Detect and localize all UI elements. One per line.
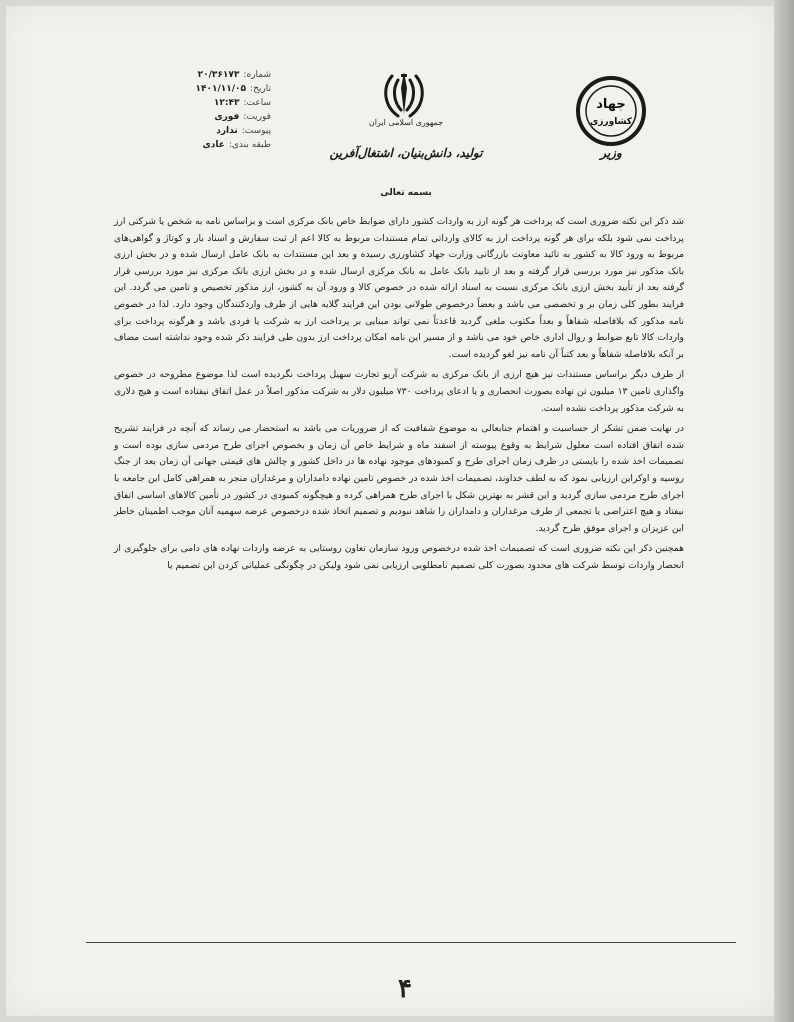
letter-time-row — [141, 96, 271, 110]
bismillah-heading: بسمه تعالی — [380, 188, 432, 198]
year-slogan: تولید، دانش‌بنیان، اشتغال‌آفرین — [329, 146, 483, 160]
logo-bottom-text: کشاورزی — [590, 117, 632, 127]
letter-attachment-label: پیوست: — [241, 126, 271, 136]
footer-divider — [86, 942, 736, 943]
body-paragraph-3: در نهایت ضمن تشکر از حساسیت و اهتمام جنابعالی به موضوع شفافیت که از ضروریات می باشد به استحضار می رساند که آنچه در فرایند تشریح شده اتفاق افتاده است معلول شرایط به وقوع پیوسته از اسفند ماه و شرایط خاص آن زمان و بخصوص اجرای طرح مردمی سازی بوده است و تصمیمات اخذ شده را بایستی در ظرف زمان اجرای طرح و کمبودهای موجود نهاده ها در داخل کشور و چالش های قیمتی جهانی آن زمان بعد از جنگ روسیه و اوکراین ارزیابی نمود که به لطف خداوند، تصمیمات اخذ شده در خصوص تامین نهاده دامداران و مرغداران منجر به همراهی کامل این جامعه با اجرای طرح مردمی سازی گردید و این قشر به بهترین شکل با اجرای طرح همراهی کرده و هیچگونه کمبودی در کشور در تأمین کالاهای اساسی اتفاق نیفتاد و هیچ اعتراضی یا تجمعی از طرف مرغداران و دامداران را شاهد نبودیم و تصمیم اتخاذ شده درخصوص عرضه سهمیه آنان موجب اطمینان خاطر این عزیزان و اجرای موفق طرح گردید. — [114, 423, 684, 534]
minister-title: وزیر — [600, 146, 622, 160]
page-number: ۴ — [398, 974, 412, 1004]
republic-caption: جمهوری اسلامی ایران — [368, 118, 444, 127]
letter-date-value: ۱۴۰۱/۱۱/۰۵ — [195, 84, 247, 94]
jahad-keshavarzi-logo-icon — [574, 74, 648, 148]
letter-classification-value: عادی — [202, 140, 225, 150]
letter-body — [114, 214, 684, 578]
letter-time-value: ۱۲:۴۳ — [213, 98, 240, 108]
scan-edge-shadow — [774, 0, 794, 1022]
letter-priority-row — [141, 110, 271, 124]
letter-classification-row — [141, 138, 271, 152]
letter-number-row — [141, 68, 271, 82]
iran-emblem-icon — [374, 66, 434, 126]
letter-attachment-row — [141, 124, 271, 138]
letter-date-row — [141, 82, 271, 96]
body-paragraph-2: از طرف دیگر براساس مستندات نیز هیچ ارزی از بانک مرکزی به شرکت آریو تجارت سهیل پرداخت نگردیده است لذا موضوع مطروحه در خصوص واگذاری تامین ۱۳ میلیون تن نهاده بصورت انحصاری و یا ادعای پرداخت ۷۳۰ میلیون دلار به شرکت مذکور اصلاً در عمل اتفاق نیفتاده است و هیچ دلاری به شرکت مذکور پرداخت نشده است. — [114, 369, 684, 414]
body-paragraph-1: شد ذکر این نکته ضروری است که پرداخت هر گونه ارز به واردات کشور دارای ضوابط خاص بانک مرکزی است و براساس نامه به شخص یا شرکتی ارز پرداخت نمی شود بلکه برای هر گونه پرداخت ارز به کالای وارداتی تمام مستندات مربوط به کالا اعم از ثبت سفارش و اسناد بار و کوتاژ و گواهی‌های مربوط به ورود کالا به کشور به تائید معاونت بازرگانی وزارت جهاد کشاورزی رسیده و بعد این مستندات به بانک عامل ارسال شده و در بخش ارزی بانک مذکور نیز مورد بررسی قرار گرفته و بعد از تایید بانک عامل به بانک مرکزی ارسال شده و در بخش ارزی بانک مرکزی نیز مورد بررسی قرار گرفته بعد از تأیید بخش ارزی بانک مرکزی نسبت به اسناد ارائه شده در خصوص کالا و ورود آن به کشور، ارز مذکور تخصیص و تامین می گردد. این فرایند بطور کلی زمان بر و تخصصی می باشد و بعضاً درخصوص طولانی بودن این فرایند گلایه هایی از طرف واردکنندگان وجود دارد. لذا در خصوص نامه مذکور که بلافاصله شفاهاً و بعداً مکتوب ملغی گردید قاعدتاً نمی تواند مبنایی بر پرداخت ارز به شرکت یا فردی باشد و هرگونه پرداخت برای واردات کالا تابع ضوابط و روال اداری خاص خود می باشد و از مسیر این نامه امکان پرداخت ارز بدون طی فرایند ذکر شده وجود نداشته است مضاف بر آنکه بلافاصله شفاهاً و بعد کتباً آن نامه نیز لغو گردیده است. — [114, 216, 684, 360]
letter-attachment-value: ندارد — [216, 126, 238, 136]
logo-top-text: جهاد — [596, 97, 626, 112]
body-paragraph-4: همچنین ذکر این نکته ضروری است که تصمیمات اخذ شده درخصوص ورود سازمان تعاون روستایی به عرضه واردات نهاده های دامی برای جلوگیری از انحصار واردات توسط شرکت های محدود بصورت کلی تصمیم نامطلوبی ارزیابی نمی شود ولیکن در چگونگی عملیاتی کردن این تصمیم یا — [114, 543, 684, 571]
letter-date-label: تاریخ: — [250, 84, 271, 94]
letter-number-value: ۲۰/۳۶۱۷۳ — [197, 70, 240, 80]
letter-page — [6, 6, 774, 1016]
letter-priority-label: فوریت: — [243, 112, 271, 122]
letter-time-label: ساعت: — [243, 98, 271, 108]
letter-priority-value: فوری — [214, 112, 240, 122]
letter-metadata — [141, 68, 271, 152]
letter-number-label: شماره: — [243, 70, 271, 80]
letter-classification-label: طبقه بندی: — [228, 140, 271, 150]
